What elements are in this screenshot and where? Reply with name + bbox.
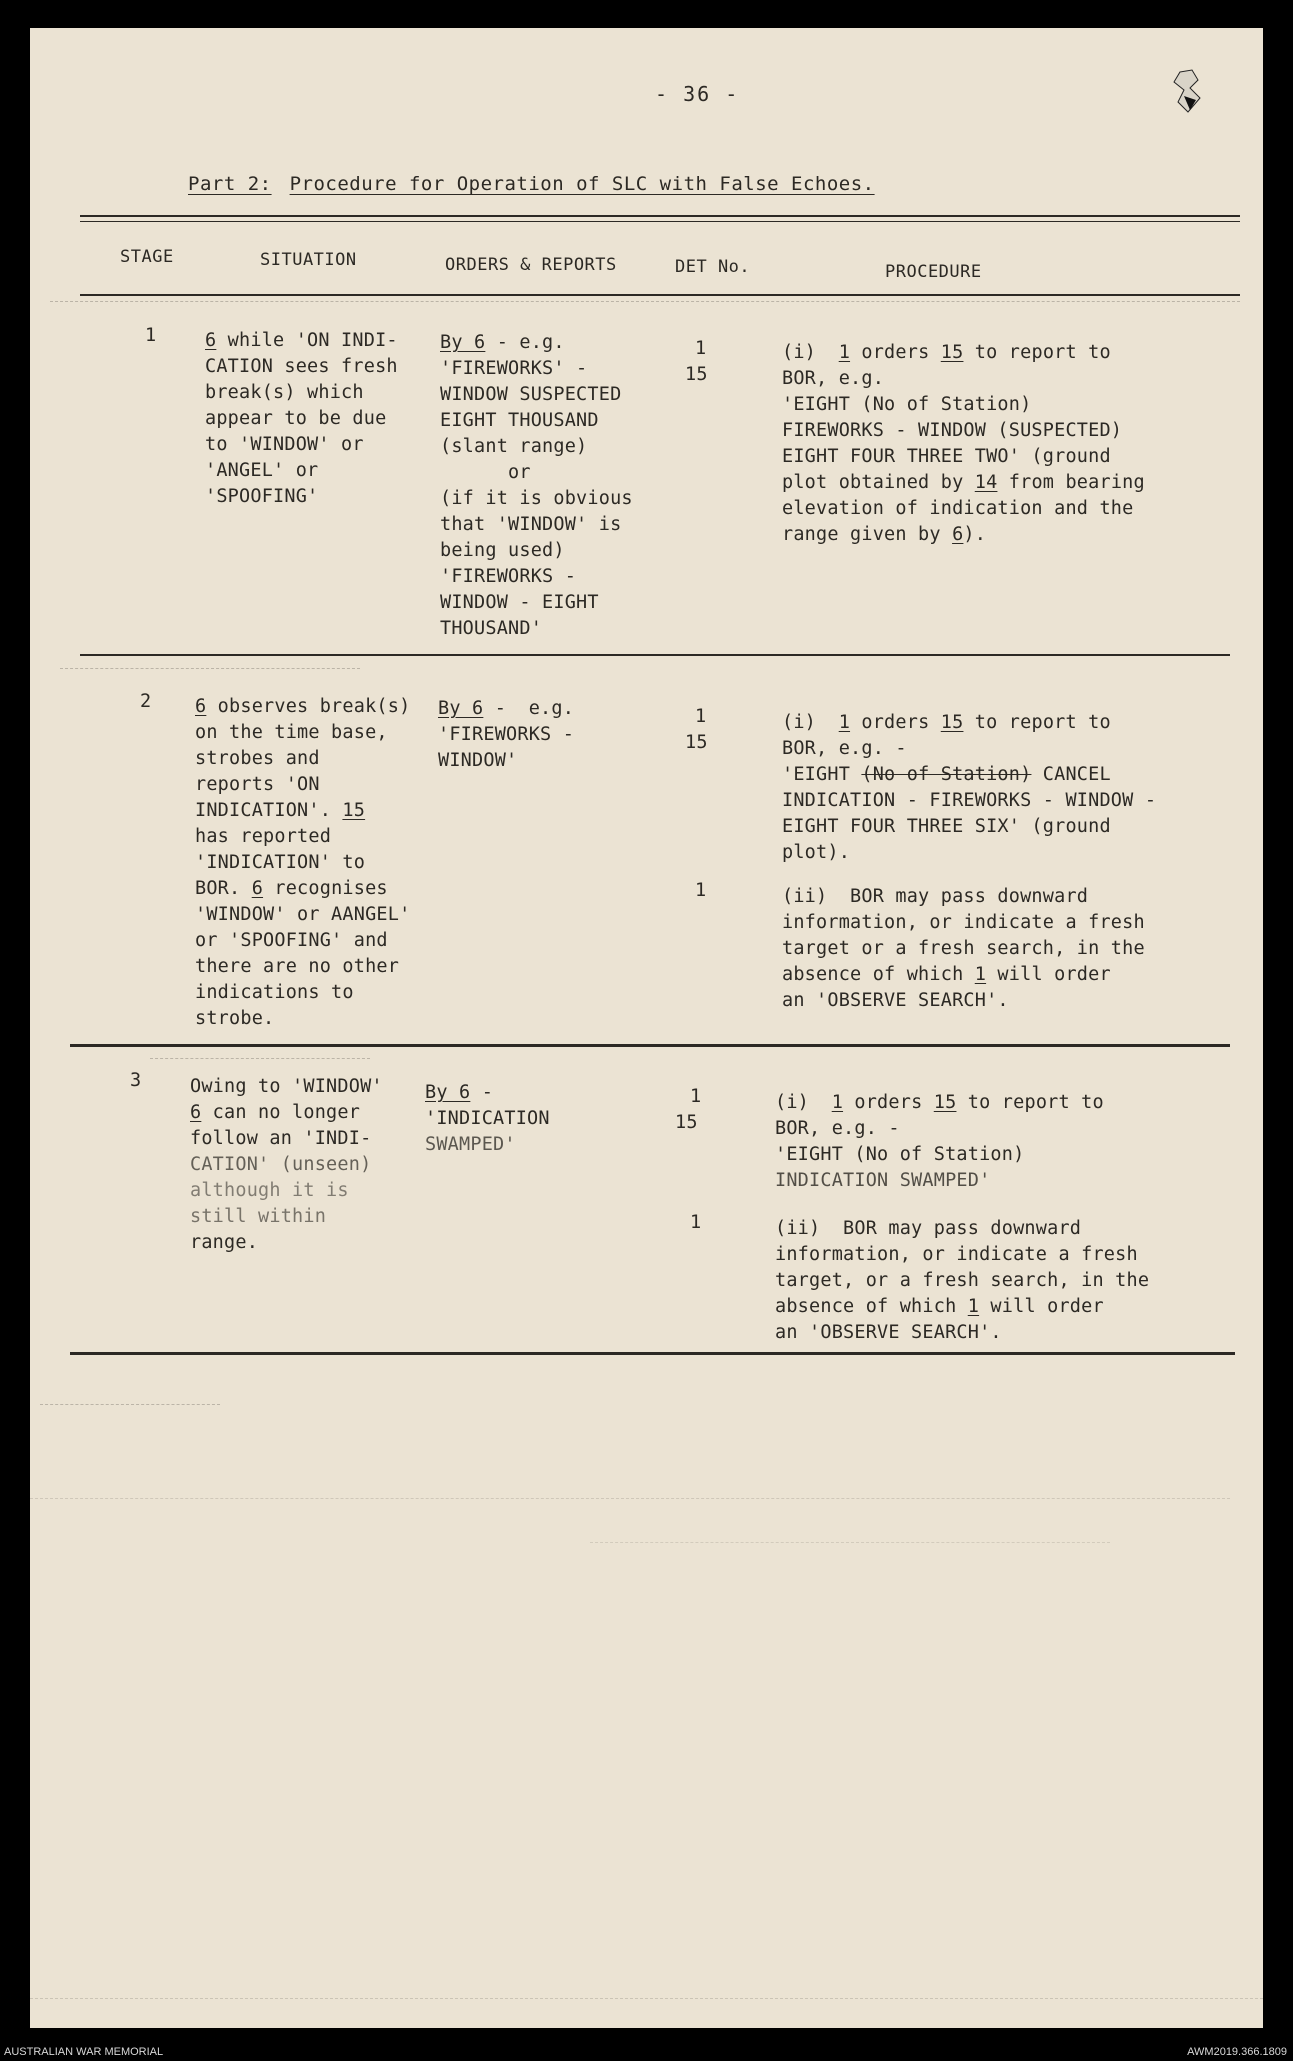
procedure-line: FIREWORKS - WINDOW (SUSPECTED) — [782, 420, 1123, 441]
situation-line: appear to be due — [205, 408, 387, 429]
row-3-det-line: 15 — [675, 1112, 698, 1133]
situation-line: CATION sees fresh — [205, 356, 398, 377]
procedure-line: range given by 6). — [782, 524, 987, 545]
orders-line: By 6 - e.g. — [438, 698, 575, 719]
row-2-stage: 2 — [140, 691, 152, 712]
row-2-det-b-line: 1 — [695, 880, 707, 901]
row-1-stage: 1 — [145, 325, 157, 346]
row-2-faint-rule — [150, 1058, 370, 1059]
page-tear-mark — [1170, 68, 1204, 114]
situation-line: 'ANGEL' or — [205, 460, 319, 481]
orders-line: By 6 - — [425, 1082, 494, 1103]
situation-line: range. — [190, 1232, 259, 1253]
column-header-stage: STAGE — [120, 247, 174, 267]
document-page — [30, 28, 1263, 2028]
situation-line: follow an 'INDI- — [190, 1128, 372, 1149]
situation-line: still within — [190, 1206, 327, 1227]
situation-line: although it is — [190, 1180, 349, 1201]
situation-line: 'WINDOW' or AANGEL' — [195, 904, 411, 925]
procedure-line: an 'OBSERVE SEARCH'. — [775, 1322, 1002, 1343]
situation-line: break(s) which — [205, 382, 364, 403]
orders-line: EIGHT THOUSAND — [440, 410, 599, 431]
orders-line: 'FIREWORKS - — [440, 566, 577, 587]
situation-line: INDICATION'. 15 — [195, 800, 366, 821]
row-3-stage: 3 — [130, 1070, 142, 1091]
situation-line: Owing to 'WINDOW' — [190, 1076, 383, 1097]
header-top-rule-2 — [80, 221, 1240, 222]
procedure-line: (ii) BOR may pass downward — [782, 886, 1089, 907]
orders-line: being used) — [440, 540, 565, 561]
orders-line: 'INDICATION — [425, 1108, 550, 1129]
situation-line: 6 can no longer — [190, 1102, 361, 1123]
header-bottom-faint-rule — [50, 301, 1240, 302]
orders-line: that 'WINDOW' is — [440, 514, 622, 535]
footer-id: AWM2019.366.1809 — [1187, 2046, 1287, 2058]
row-3-det-b-line: 1 — [690, 1212, 702, 1233]
procedure-line: plot obtained by 14 from bearing — [782, 472, 1145, 493]
row-3-det-line: 1 — [690, 1086, 702, 1107]
row-2-bottom-rule — [70, 1044, 1230, 1047]
orders-line: WINDOW - EIGHT — [440, 592, 599, 613]
procedure-line: BOR, e.g. - — [775, 1118, 900, 1139]
orders-line: 'FIREWORKS' - — [440, 358, 588, 379]
procedure-line: (ii) BOR may pass downward — [775, 1218, 1082, 1239]
stray-mark — [590, 1542, 1110, 1543]
stray-mark — [40, 1404, 220, 1405]
header-top-rule — [80, 215, 1240, 217]
procedure-line: EIGHT FOUR THREE SIX' (ground — [782, 816, 1111, 837]
procedure-line: information, or indicate a fresh — [782, 912, 1145, 933]
procedure-line: plot). — [782, 842, 851, 863]
header-bottom-rule — [80, 294, 1240, 296]
procedure-line: target, or a fresh search, in the — [775, 1270, 1150, 1291]
stray-mark — [30, 1998, 1263, 1999]
situation-line: BOR. 6 recognises — [195, 878, 388, 899]
part-heading — [188, 173, 875, 195]
procedure-line: absence of which 1 will order — [775, 1296, 1104, 1317]
procedure-line: target or a fresh search, in the — [782, 938, 1145, 959]
procedure-line: 'EIGHT (No of Station) CANCEL — [782, 764, 1111, 785]
part-title: Procedure for Operation of SLC with False Echoes. — [289, 173, 875, 195]
situation-line: 'INDICATION' to — [195, 852, 366, 873]
stray-mark — [30, 1498, 1230, 1499]
orders-line: WINDOW SUSPECTED — [440, 384, 622, 405]
orders-line: 'FIREWORKS - — [438, 724, 575, 745]
situation-line: CATION' (unseen) — [190, 1154, 372, 1175]
situation-line: to 'WINDOW' or — [205, 434, 364, 455]
situation-line: 6 while 'ON INDI- — [205, 330, 398, 351]
row-2-det-line: 15 — [685, 732, 708, 753]
situation-line: 'SPOOFING' — [205, 486, 319, 507]
row-2-det-line: 1 — [695, 706, 707, 727]
orders-line: WINDOW' — [438, 750, 518, 771]
procedure-line: an 'OBSERVE SEARCH'. — [782, 990, 1009, 1011]
orders-line: By 6 - e.g. — [440, 332, 565, 353]
situation-line: on the time base, — [195, 722, 388, 743]
row-1-det-line: 1 — [695, 338, 707, 359]
part-label: Part 2: — [188, 173, 272, 195]
procedure-line: 'EIGHT (No of Station) — [775, 1144, 1025, 1165]
orders-line: (slant range) — [440, 436, 588, 457]
row-1-bottom-rule — [80, 654, 1230, 656]
situation-line: strobes and — [195, 748, 320, 769]
procedure-line: INDICATION SWAMPED' — [775, 1170, 991, 1191]
orders-line: or — [440, 462, 531, 483]
procedure-line: (i) 1 orders 15 to report to — [782, 342, 1111, 363]
page-number: - 36 - — [655, 82, 740, 106]
procedure-line: BOR, e.g. - — [782, 738, 907, 759]
column-header-procedure: PROCEDURE — [885, 262, 982, 282]
footer-source: AUSTRALIAN WAR MEMORIAL — [4, 2046, 164, 2058]
row-1-faint-rule — [60, 668, 360, 669]
procedure-line: BOR, e.g. — [782, 368, 885, 389]
situation-line: strobe. — [195, 1008, 275, 1029]
procedure-line: INDICATION - FIREWORKS - WINDOW - — [782, 790, 1157, 811]
procedure-line: information, or indicate a fresh — [775, 1244, 1138, 1265]
procedure-line: elevation of indication and the — [782, 498, 1134, 519]
column-header-situation: SITUATION — [260, 250, 357, 270]
situation-line: has reported — [195, 826, 332, 847]
orders-line: (if it is obvious — [440, 488, 633, 509]
column-header-orders: ORDERS & REPORTS — [445, 255, 617, 275]
situation-line: there are no other — [195, 956, 400, 977]
procedure-line: (i) 1 orders 15 to report to — [782, 712, 1111, 733]
column-header-det: DET No. — [675, 257, 751, 277]
situation-line: reports 'ON — [195, 774, 320, 795]
orders-line: THOUSAND' — [440, 618, 543, 639]
situation-line: 6 observes break(s) — [195, 696, 411, 717]
procedure-line: EIGHT FOUR THREE TWO' (ground — [782, 446, 1111, 467]
row-3-bottom-rule — [70, 1352, 1235, 1355]
situation-line: or 'SPOOFING' and — [195, 930, 388, 951]
procedure-line: (i) 1 orders 15 to report to — [775, 1092, 1104, 1113]
procedure-line: 'EIGHT (No of Station) — [782, 394, 1032, 415]
procedure-line: absence of which 1 will order — [782, 964, 1111, 985]
orders-line: SWAMPED' — [425, 1134, 516, 1155]
situation-line: indications to — [195, 982, 354, 1003]
row-1-det-line: 15 — [685, 364, 708, 385]
